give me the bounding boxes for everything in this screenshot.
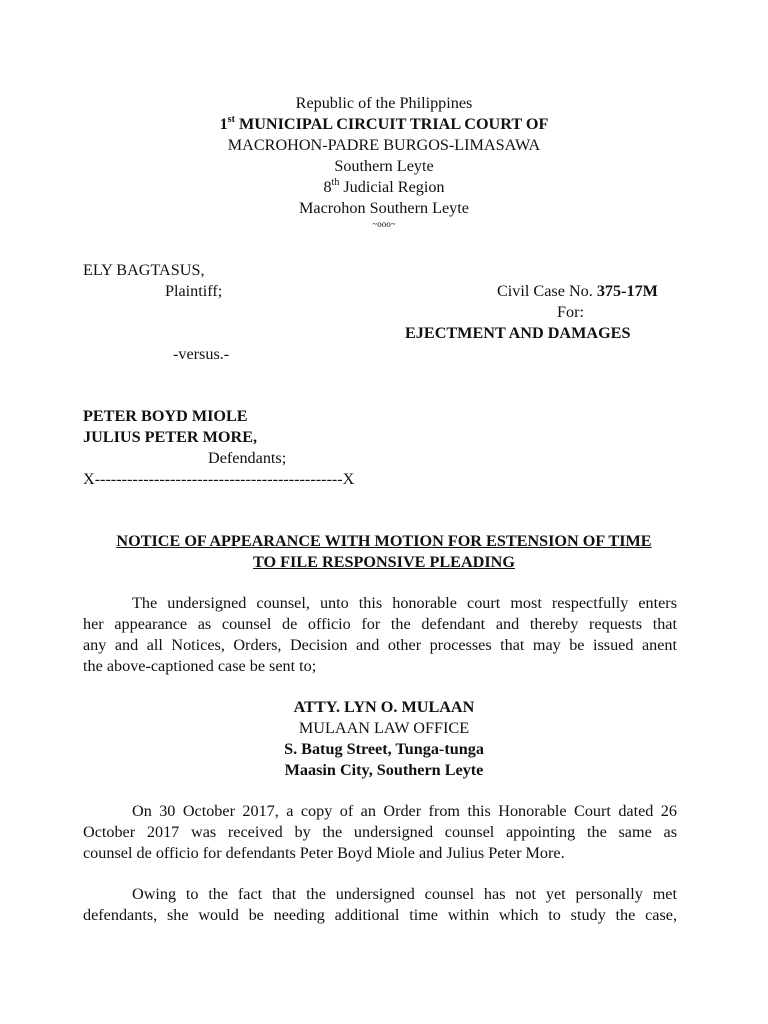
street-address: S. Batug Street, Tunga-tunga (284, 740, 484, 758)
paragraph-line: October 2017 was received by the undersigned counsel appointing the same as (83, 823, 677, 841)
paragraph-line: any and all Notices, Orders, Decision and other processes that may be issued anent (83, 636, 677, 654)
paragraph-appearance (83, 593, 677, 677)
paragraph-extension (83, 884, 677, 926)
defendants-label: Defendants; (208, 449, 287, 467)
document-title-line1: NOTICE OF APPEARANCE WITH MOTION FOR ESTENSION OF TIME (116, 532, 652, 550)
case-number-value: 375-17M (596, 282, 658, 300)
paragraph-line: the above-captioned case be sent to; (83, 657, 317, 675)
for-label: For: (557, 303, 584, 321)
paragraph-line: On 30 October 2017, a copy of an Order from this Honorable Court dated 26 (132, 802, 677, 820)
defendant-2: JULIUS PETER MORE, (83, 428, 258, 446)
plaintiff-label: Plaintiff; (165, 282, 223, 300)
court-ordinal-suffix: st (227, 113, 235, 125)
region-ordinal-suffix: th (331, 176, 340, 188)
paragraph-line: her appearance as counsel de officio for the defendant and thereby requests that (83, 615, 677, 633)
city-address: Maasin City, Southern Leyte (284, 761, 484, 779)
paragraph-line: defendants, she would be needing additional time within which to study the case, (83, 906, 677, 924)
plaintiff-name: ELY BAGTASUS, (83, 261, 205, 279)
document-title-line2: TO FILE RESPONSIVE PLEADING (253, 553, 515, 571)
attorney-name: ATTY. LYN O. MULAAN (293, 698, 475, 716)
paragraph-line: Owing to the fact that the undersigned counsel has not yet personally met (132, 885, 677, 903)
paragraph-line: counsel de officio for defendants Peter Boyd Miole and Julius Peter More. (83, 844, 565, 862)
paragraph-line: The undersigned counsel, unto this honorable court most respectfully enters (132, 594, 677, 612)
court-ordinal: 1 (219, 115, 228, 133)
case-number (497, 281, 658, 302)
republic-line: Republic of the Philippines (295, 94, 473, 112)
caption-divider: X----------------------------------------------X (83, 470, 355, 488)
versus: -versus.- (173, 345, 230, 363)
paragraph-order (83, 801, 677, 864)
defendant-1: PETER BOYD MIOLE (83, 407, 248, 425)
separator: ~ooo~ (372, 219, 396, 229)
law-office: MULAAN LAW OFFICE (298, 719, 470, 737)
case-label: Civil Case No. (497, 282, 597, 300)
case-nature: EJECTMENT AND DAMAGES (405, 324, 631, 342)
judicial-region (0, 177, 768, 198)
court-name-text: MUNICIPAL CIRCUIT TRIAL COURT OF (234, 115, 549, 133)
province: Southern Leyte (334, 157, 434, 175)
region-text: Judicial Region (339, 178, 445, 196)
municipalities: MACROHON-PADRE BURGOS-LIMASAWA (227, 136, 541, 154)
location: Macrohon Southern Leyte (299, 199, 469, 217)
region-ordinal: 8 (323, 178, 332, 196)
court-name (0, 114, 768, 135)
